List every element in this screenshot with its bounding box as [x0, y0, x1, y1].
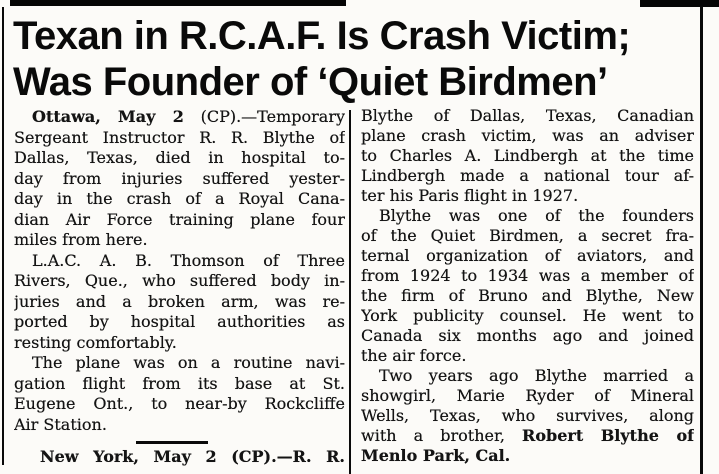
text-line: day from injuries suffered yester- — [14, 168, 345, 188]
text-line: Air Station. — [14, 414, 107, 434]
headline-line-2: Was Founder of ‘Quiet Birdmen’ — [13, 60, 608, 104]
text-line: Sergeant Instructor R. R. Blythe of — [14, 127, 345, 147]
text-line: to Charles A. Lindbergh at the time — [361, 146, 694, 165]
text-line: of the Quiet Birdmen, a secret fra- — [361, 226, 694, 245]
text-line — [361, 446, 694, 466]
text-line: Rivers, Que., who suffered body in- — [14, 271, 345, 290]
left-border-rule — [2, 7, 4, 465]
brother-location-bold: Menlo Park, Cal. — [361, 446, 511, 465]
text-line: Blythe of Dallas, Texas, Canadian — [361, 106, 694, 125]
headline — [13, 13, 707, 105]
next-article-dateline: New York, May 2 (CP).—R. R. — [40, 447, 345, 466]
text-line: day in the crash of a Royal Cana- — [14, 189, 345, 208]
text-line: juries and a broken arm, was re- — [14, 291, 345, 311]
dateline-city: Ottawa, May 2 — [32, 107, 184, 126]
paragraph-family — [361, 366, 694, 466]
text-line: resting comfortably. — [14, 332, 177, 352]
text-line: The plane was on a routine navi- — [32, 353, 345, 372]
text-line — [361, 426, 694, 446]
text-line: York publicity counsel. He went to — [361, 306, 694, 325]
text-line: Canada six months ago and joined — [361, 326, 694, 345]
top-border-right-segment — [640, 0, 719, 7]
paragraph-thomson — [14, 251, 345, 354]
left-column — [14, 107, 345, 468]
text-line: ternal organization of aviators, and — [361, 246, 694, 265]
text-line — [14, 107, 345, 128]
text-line: Two years ago Blythe married a — [379, 366, 694, 385]
text-line: ter his Paris flight in 1927. — [361, 186, 579, 205]
text-line: showgirl, Marie Ryder of Mineral — [361, 386, 694, 405]
top-border-left-segment — [10, 0, 346, 6]
text-line: miles from here. — [14, 230, 148, 249]
text-line: Dallas, Texas, died in hospital to- — [14, 148, 345, 167]
paragraph-ottawa-dateline — [14, 107, 345, 251]
article-separator-rule — [136, 441, 208, 444]
right-column — [361, 106, 694, 466]
paragraph-lindbergh — [361, 106, 694, 206]
text-line: gation flight from its base at St. — [14, 373, 345, 393]
text-line: from 1924 to 1934 was a member of — [361, 266, 694, 285]
text-line: the firm of Bruno and Blythe, New — [361, 286, 694, 305]
text-line: L.A.C. A. B. Thomson of Three — [32, 250, 345, 270]
text-line: Eugene Ont., to near-by Rockcliffe — [14, 394, 345, 413]
dateline-rest: (CP).—Temporary — [183, 107, 345, 126]
column-divider-rule — [349, 110, 351, 474]
text-line: ported by hospital authorities as — [14, 312, 345, 331]
brother-name-bold: Robert Blythe of — [522, 426, 694, 445]
paragraph-flight — [14, 353, 345, 435]
headline-line-1: Texan in R.C.A.F. Is Crash Victim; — [13, 14, 631, 58]
paragraph-quiet-birdmen — [361, 206, 694, 366]
family-line-regular: with a brother, — [361, 426, 523, 445]
paragraph-new-york-dateline — [14, 447, 345, 468]
text-line — [14, 447, 345, 468]
text-line: plane crash victim, was an adviser — [361, 126, 694, 145]
text-line: Blythe was one of the founders — [379, 206, 694, 225]
text-line: Lindbergh made a national tour af- — [361, 166, 694, 185]
text-line: Wells, Texas, who survives, along — [361, 406, 694, 425]
text-line: dian Air Force training plane four — [14, 209, 345, 229]
text-line: the air force. — [361, 346, 467, 365]
